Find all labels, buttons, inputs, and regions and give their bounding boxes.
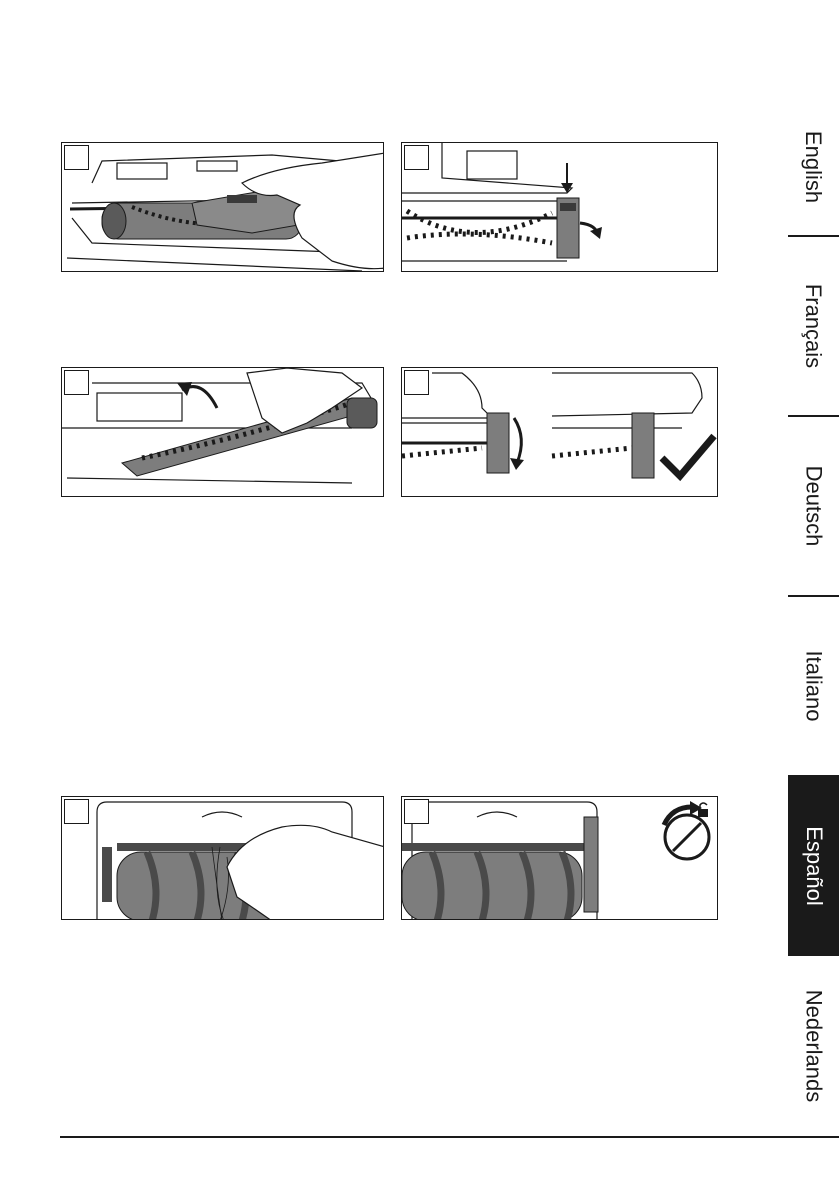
tab-label: Nederlands (801, 989, 827, 1103)
tab-label: Deutsch (801, 465, 827, 546)
end-cap-closed (632, 413, 654, 478)
tab-label: Español (801, 825, 827, 906)
end-cap (557, 198, 579, 258)
side-latch (584, 817, 598, 912)
illustration-end-cap-close-checkmark (401, 367, 718, 497)
tab-label: Italiano (801, 650, 827, 721)
tab-label: English (801, 130, 827, 204)
step-number-box (404, 145, 429, 170)
brush-roller (122, 398, 377, 476)
illustration-brushbar-end-cap-open (401, 142, 718, 272)
illustration-roller-unlock-dial (401, 796, 718, 920)
arrow-close-icon (514, 418, 521, 463)
brush-bristles (407, 211, 552, 233)
step-number-box (64, 145, 89, 170)
tab-italiano[interactable] (788, 597, 839, 774)
hand (227, 825, 384, 920)
checkmark-icon (662, 436, 714, 476)
brush-roller (402, 852, 582, 920)
tab-label: Français (801, 283, 827, 368)
unlock-icon (698, 803, 708, 817)
step-number-box (64, 370, 89, 395)
step-number-box (404, 799, 429, 824)
illustration-brushbar-lift-out (61, 367, 384, 497)
tab-espanol[interactable] (788, 775, 839, 956)
end-cap-open (487, 413, 509, 473)
illustration-remove-hair-from-roller (61, 796, 384, 920)
step-number-box (64, 799, 89, 824)
tab-nederlands[interactable] (788, 960, 839, 1132)
illustration-brushbar-release-tool (61, 142, 384, 272)
step-number-box (404, 370, 429, 395)
tab-english[interactable] (788, 100, 839, 234)
footer-rule (60, 1136, 839, 1138)
tab-deutsch[interactable] (788, 417, 839, 594)
tab-francais[interactable] (788, 237, 839, 414)
